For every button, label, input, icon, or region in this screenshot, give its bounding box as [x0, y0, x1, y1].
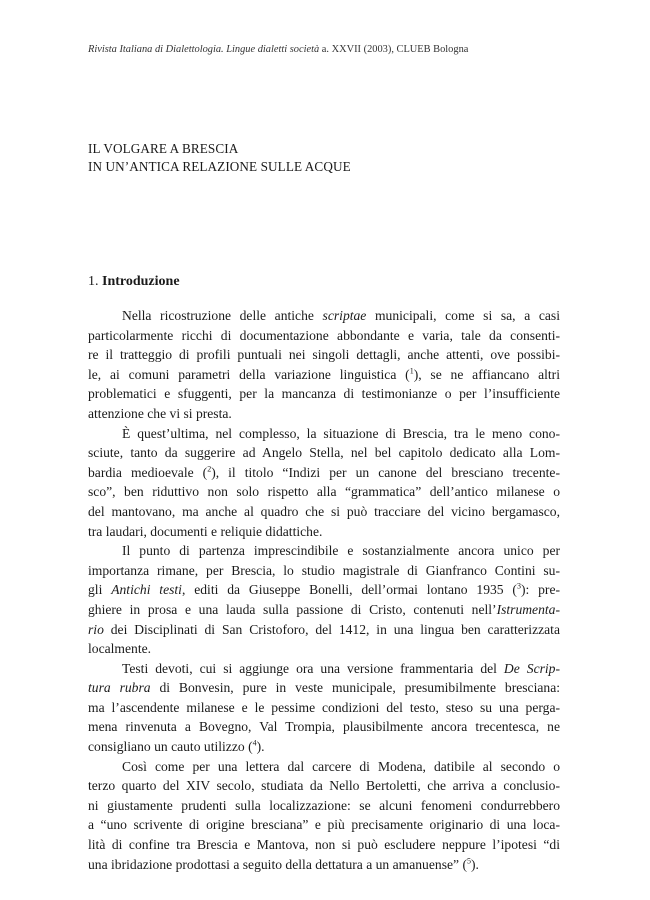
italic-text: Istrumenta- [496, 601, 560, 617]
text-run: Così come per una lettera dal carcere di Modena, datibile al secondo o [122, 758, 560, 774]
text-line [88, 522, 560, 542]
text-line [88, 600, 560, 620]
text-run: del mantovano, ma anche al quadro che si può tracciare del vicino bergamasco, [88, 503, 560, 519]
text-run: gli [88, 582, 112, 598]
text-line [88, 404, 560, 424]
text-run: importanza rimane, per Brescia, lo studio magistrale di Gianfranco Contini su- [88, 562, 560, 578]
footnote-ref[interactable]: 5 [466, 856, 471, 866]
text-run: sco”, ben riduttivo non solo rispetto alla “grammatica” dell’antico milanese o [88, 484, 560, 500]
text-run: a “uno scrivente di origine bresciana” e più precisamente originario di una loca- [88, 817, 560, 833]
text-line [88, 502, 560, 522]
text-run: localmente. [88, 641, 152, 657]
italic-text: De Scrip- [503, 660, 560, 676]
text-run: terzo quarto del XIV secolo, studiata da Nello Bertoletti, che arriva a conclusio- [88, 778, 560, 794]
text-run: problematici e sfuggenti, per la mancanza di testimonianze o per l’insufficiente [88, 386, 560, 402]
text-line [88, 757, 560, 777]
text-run: ), il titolo “Indizi per un canone del bresciano trecente- [211, 464, 560, 480]
section-number: 1. [88, 274, 99, 289]
text-run: una ibridazione prodottasi a seguito della dettatura a un amanuense” ( [88, 856, 467, 872]
text-line [88, 541, 560, 561]
article-title [88, 140, 351, 176]
text-line [88, 384, 560, 404]
text-line [88, 796, 560, 816]
text-run: attenzione che vi si presta. [88, 405, 232, 421]
journal-name: Rivista Italiana di Dialettologia. Lingue dialetti società [88, 44, 320, 55]
text-line [88, 482, 560, 502]
text-run: ): pre- [520, 582, 560, 598]
italic-text: scriptae [322, 308, 367, 323]
paragraph-5 [88, 757, 560, 875]
text-run: particolarmente ricchi di documentazione abbondante e varia, tale da consenti- [88, 327, 560, 343]
text-line [88, 463, 560, 483]
paragraph-2 [88, 424, 560, 542]
text-run: re il tratteggio di profili puntuali nei singoli dettagli, anche attenti, ove possibi- [88, 347, 560, 363]
text-run: ). [256, 739, 265, 755]
text-run: ni giustamente prudenti sulla localizzazione: se alcuni fenomeni condurrebbero [88, 797, 560, 813]
text-run: sciute, tanto da suggerire ad Angelo Stella, nel bel capitolo dedicato alla Lom- [88, 445, 560, 461]
title-line-2: IN UN’ANTICA RELAZIONE SULLE ACQUE [88, 159, 351, 174]
text-line [88, 678, 560, 698]
text-line [88, 561, 560, 581]
text-line [88, 717, 560, 737]
paragraph-1 [88, 306, 560, 424]
italic-text: Antichi testi [111, 582, 182, 598]
text-line [88, 698, 560, 718]
text-line [88, 365, 560, 385]
text-line [88, 326, 560, 346]
text-run: È quest’ultima, nel complesso, la situazione di Brescia, tra le meno cono- [122, 425, 560, 441]
text-run: dei Disciplinati di San Cristoforo, del 1412, in una lingua ben caratterizzata [103, 621, 560, 637]
text-line [88, 306, 560, 326]
text-run: ), se ne affiancano altri [413, 366, 560, 382]
text-line [88, 835, 560, 855]
text-run: ghiere in prosa e una lauda sulla passione di Cristo, contenuti nell’ [88, 601, 497, 617]
section-title: Introduzione [102, 274, 180, 289]
italic-text: tura rubra [88, 680, 151, 696]
footnote-ref[interactable]: 1 [409, 366, 414, 376]
running-head [88, 44, 568, 55]
footnote-ref[interactable]: 4 [252, 738, 257, 748]
text-run: di Bonvesin, pure in veste municipale, presumibilmente bresciana: [150, 680, 560, 696]
paragraph-4 [88, 659, 560, 757]
text-run: consigliano un cauto utilizzo ( [88, 739, 253, 755]
text-line [88, 737, 560, 757]
text-run: mena rinvenuta a Bovegno, Val Trompia, plausibilmente ancora trecentesca, ne [88, 719, 560, 735]
text-line [88, 443, 560, 463]
text-line [88, 815, 560, 835]
text-run: , editi da Giuseppe Bonelli, dell’ormai lontano 1935 ( [181, 582, 517, 598]
text-run: Il punto di partenza imprescindibile e sostanzialmente ancora unico per [122, 543, 560, 559]
text-line [88, 855, 560, 875]
text-line [88, 776, 560, 796]
text-line [88, 620, 560, 640]
text-line [88, 345, 560, 365]
italic-text: rio [88, 621, 104, 637]
text-run: ma l’ascendente milanese e le pessime condizioni del testo, steso su una perga- [88, 699, 560, 715]
body-text [88, 306, 560, 874]
text-line [88, 639, 560, 659]
text-run: lità di confine tra Brescia e Mantova, non si può escludere neppure l’ipotesi “di [88, 837, 560, 853]
text-run: Testi devoti, cui si aggiunge ora una versione frammentaria del [122, 660, 504, 676]
text-run: Nella ricostruzione delle antiche [122, 308, 323, 323]
text-run: tra laudari, documenti e reliquie didattiche. [88, 523, 323, 539]
text-line [88, 580, 560, 600]
text-line [88, 424, 560, 444]
journal-issue: a. XXVII (2003), CLUEB Bologna [321, 44, 469, 55]
title-line-1: IL VOLGARE A BRESCIA [88, 141, 239, 156]
footnote-ref[interactable]: 3 [516, 581, 521, 591]
text-run: bardia medioevale ( [88, 464, 208, 480]
text-line [88, 659, 560, 679]
text-run: ). [470, 856, 479, 872]
footnote-ref[interactable]: 2 [207, 464, 212, 474]
text-run: municipali, come si sa, a casi [366, 308, 560, 323]
section-heading [88, 274, 180, 290]
paragraph-3 [88, 541, 560, 659]
text-run: le, ai comuni parametri della variazione linguistica ( [88, 366, 410, 382]
